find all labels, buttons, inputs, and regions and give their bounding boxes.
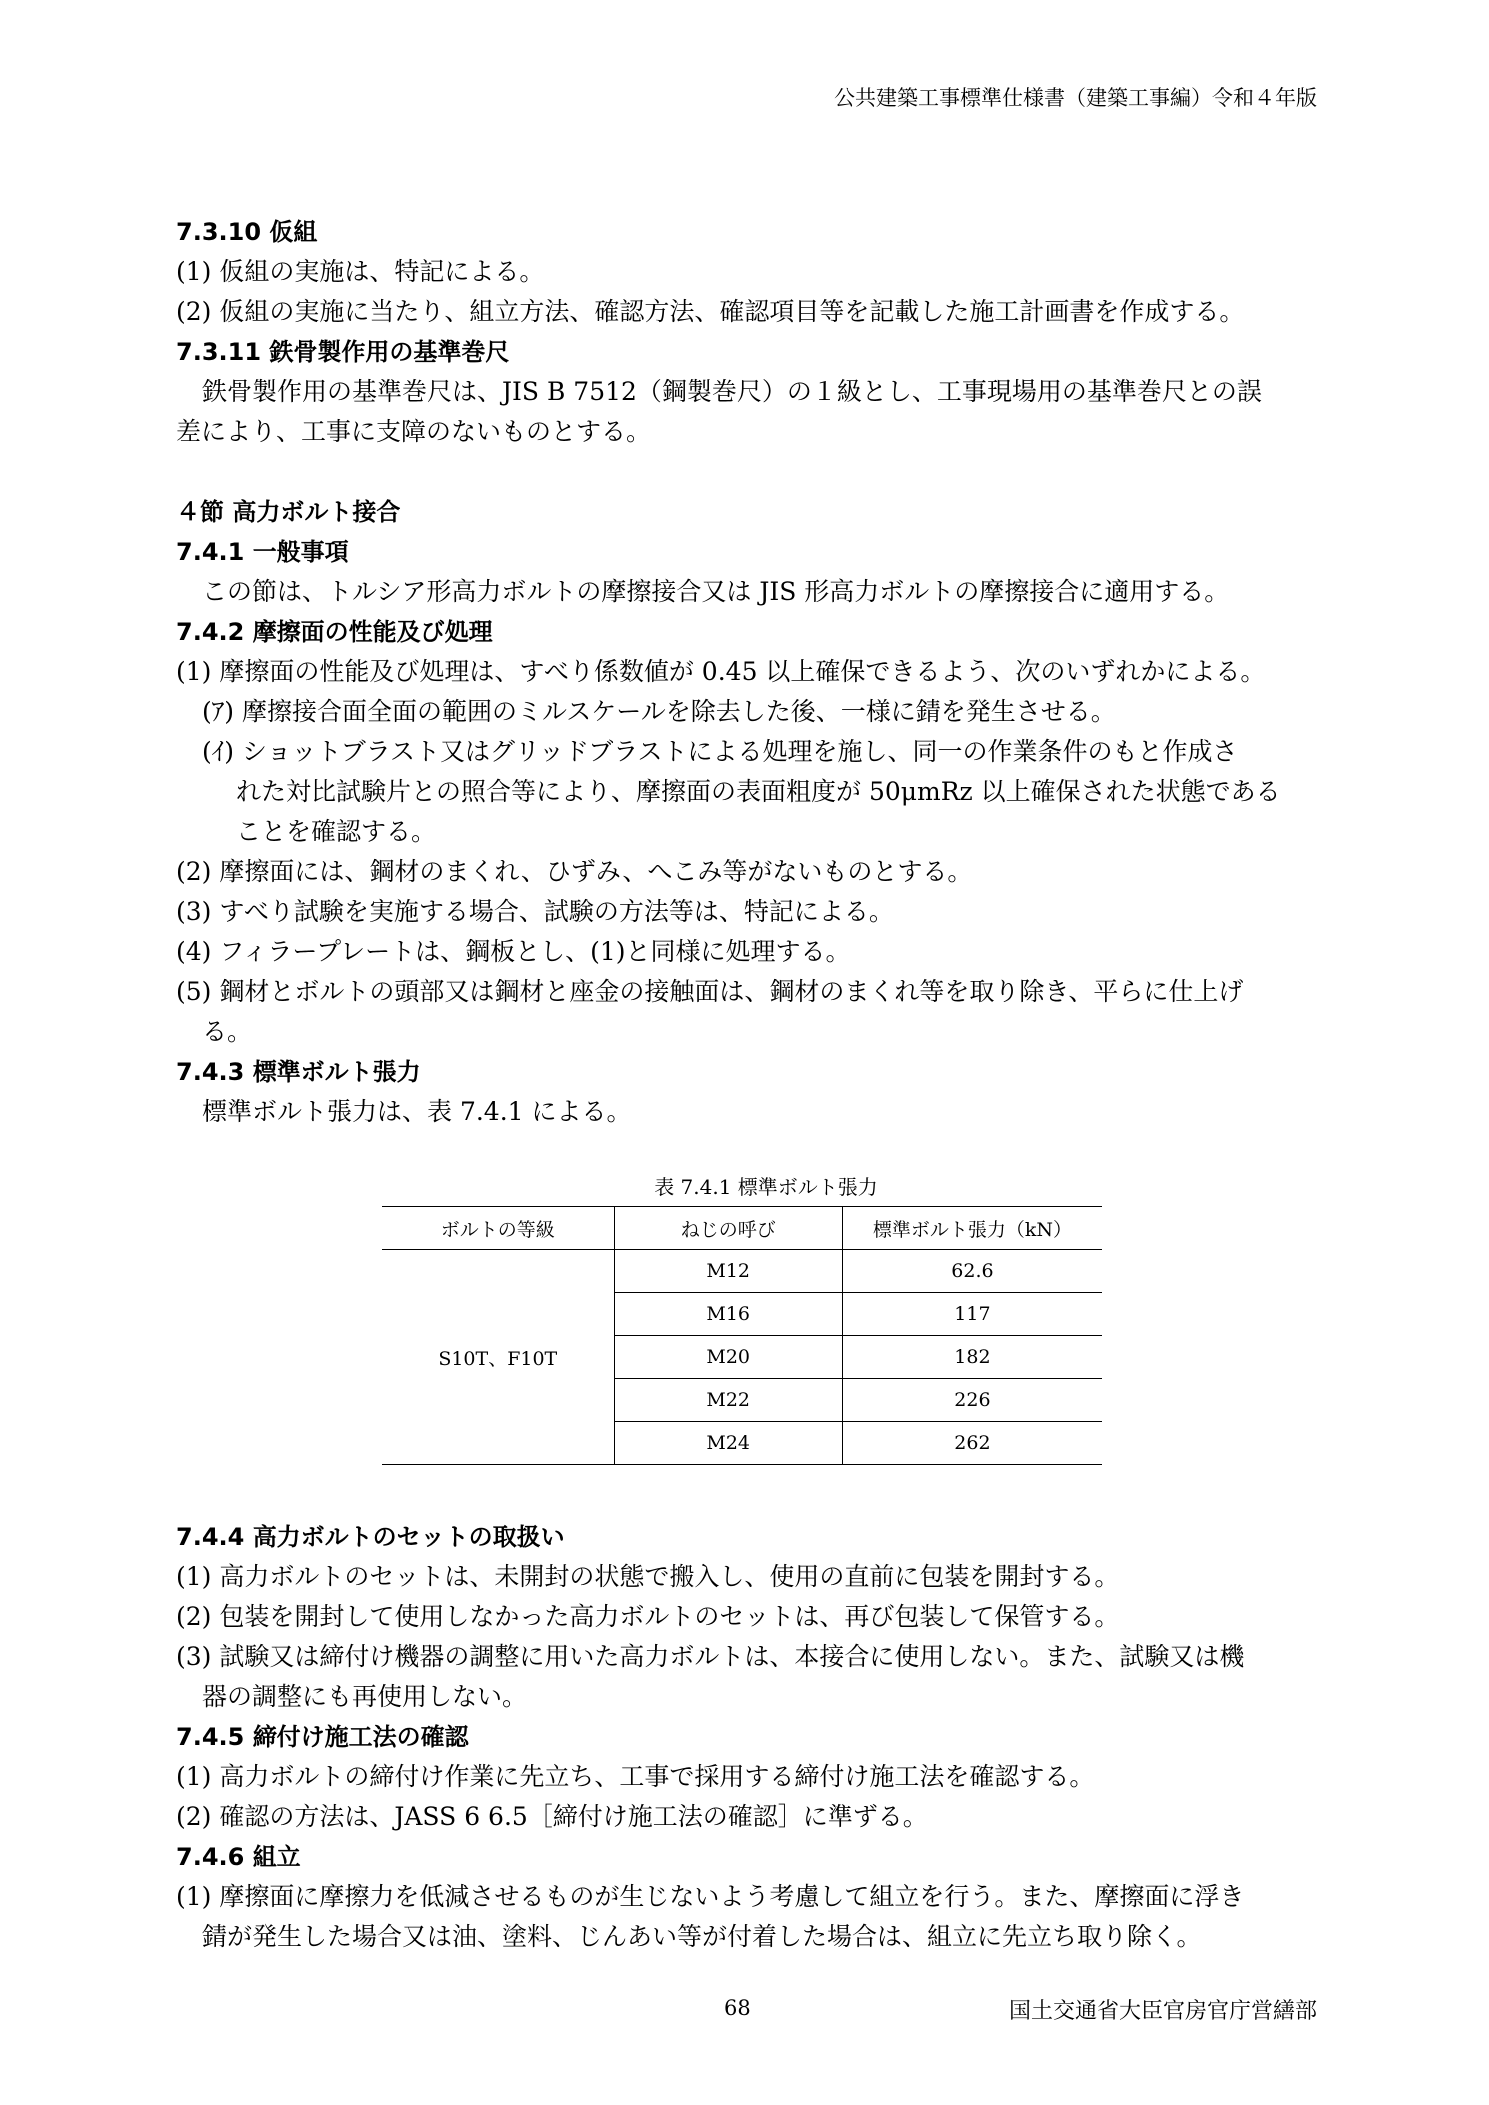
list-item: (5) 鋼材とボルトの頭部又は鋼材と座金の接触面は、鋼材のまくれ等を取り除き、平らに仕上げ bbox=[176, 977, 1244, 1006]
tension-cell: 182 bbox=[842, 1336, 1102, 1379]
column-header: ねじの呼び bbox=[614, 1207, 842, 1250]
section-heading-7-4-4: 7.4.4 高力ボルトのセットの取扱い bbox=[176, 1523, 565, 1551]
column-header: ボルトの等級 bbox=[382, 1207, 614, 1250]
list-item: (3) すべり試験を実施する場合、試験の方法等は、特記による。 bbox=[176, 897, 894, 926]
list-item: (4) フィラープレートは、鋼板とし、(1)と同様に処理する。 bbox=[176, 937, 851, 966]
paragraph: (2) 仮組の実施に当たり、組立方法、確認方法、確認項目等を記載した施工計画書を作成する。 bbox=[176, 297, 1245, 326]
section-heading-7-4-3: 7.4.3 標準ボルト張力 bbox=[176, 1058, 421, 1086]
paragraph: 差により、工事に支障のないものとする。 bbox=[176, 417, 652, 446]
section-heading-7-4-2: 7.4.2 摩擦面の性能及び処理 bbox=[176, 618, 493, 646]
sub-list-item: (ｲ) ショットブラスト又はグリッドブラストによる処理を施し、同一の作業条件のもと作成さ bbox=[202, 737, 1238, 766]
bolt-grade-cell: S10T、F10T bbox=[382, 1250, 614, 1465]
section-heading-7-4-5: 7.4.5 締付け施工法の確認 bbox=[176, 1723, 469, 1751]
thread-size-cell: M22 bbox=[614, 1379, 842, 1422]
list-item: (2) 確認の方法は、JASS 6 6.5［締付け施工法の確認］に準ずる。 bbox=[176, 1802, 928, 1831]
list-item-cont: 錆が発生した場合又は油、塗料、じんあい等が付着した場合は、組立に先立ち取り除く。 bbox=[202, 1922, 1202, 1951]
running-header: 公共建築工事標準仕様書（建築工事編）令和４年版 bbox=[834, 86, 1317, 110]
list-item: (2) 摩擦面には、鋼材のまくれ、ひずみ、へこみ等がないものとする。 bbox=[176, 857, 973, 886]
section-heading-7-4-1: 7.4.1 一般事項 bbox=[176, 538, 349, 566]
list-item: (1) 摩擦面の性能及び処理は、すべり係数値が 0.45 以上確保できるよう、次のいずれかによる。 bbox=[176, 657, 1266, 686]
page-number: 68 bbox=[724, 1996, 751, 2020]
paragraph: 鉄骨製作用の基準巻尺は、JIS B 7512（鋼製巻尺）の１級とし、工事現場用の基準巻尺との誤 bbox=[202, 377, 1262, 406]
tension-cell: 62.6 bbox=[842, 1250, 1102, 1293]
publisher-footer: 国土交通省大臣官房官庁営繕部 bbox=[1008, 1999, 1317, 2024]
list-item: (1) 高力ボルトのセットは、未開封の状態で搬入し、使用の直前に包装を開封する。 bbox=[176, 1562, 1120, 1591]
list-item: (2) 包装を開封して使用しなかった高力ボルトのセットは、再び包装して保管する。 bbox=[176, 1602, 1120, 1631]
sub-list-item-cont: ことを確認する。 bbox=[236, 817, 437, 846]
paragraph: 標準ボルト張力は、表 7.4.1 による。 bbox=[202, 1097, 632, 1126]
table-header-row bbox=[382, 1207, 1102, 1250]
column-header: 標準ボルト張力（kN） bbox=[842, 1207, 1102, 1250]
tension-cell: 262 bbox=[842, 1422, 1102, 1465]
bolt-tension-table bbox=[382, 1206, 1102, 1465]
list-item: (3) 試験又は締付け機器の調整に用いた高力ボルトは、本接合に使用しない。また、試験又は機 bbox=[176, 1642, 1245, 1671]
thread-size-cell: M24 bbox=[614, 1422, 842, 1465]
tension-cell: 117 bbox=[842, 1293, 1102, 1336]
thread-size-cell: M12 bbox=[614, 1250, 842, 1293]
section-heading-7-3-11: 7.3.11 鉄骨製作用の基準巻尺 bbox=[176, 338, 510, 366]
thread-size-cell: M20 bbox=[614, 1336, 842, 1379]
chapter-section-heading: ４節 高力ボルト接合 bbox=[176, 498, 401, 526]
list-item: (1) 摩擦面に摩擦力を低減させるものが生じないよう考慮して組立を行う。また、摩擦面に浮き bbox=[176, 1882, 1245, 1911]
sub-list-item: (ｱ) 摩擦接合面全面の範囲のミルスケールを除去した後、一様に錆を発生させる。 bbox=[202, 697, 1116, 726]
paragraph: この節は、トルシア形高力ボルトの摩擦接合又は JIS 形高力ボルトの摩擦接合に適用する。 bbox=[202, 577, 1230, 606]
thread-size-cell: M16 bbox=[614, 1293, 842, 1336]
tension-cell: 226 bbox=[842, 1379, 1102, 1422]
paragraph: (1) 仮組の実施は、特記による。 bbox=[176, 257, 545, 286]
table-caption: 表 7.4.1 標準ボルト張力 bbox=[654, 1175, 878, 1199]
section-heading-7-3-10: 7.3.10 仮組 bbox=[176, 218, 318, 246]
section-heading-7-4-6: 7.4.6 組立 bbox=[176, 1843, 301, 1871]
table-row bbox=[382, 1250, 1102, 1293]
list-item: (1) 高力ボルトの締付け作業に先立ち、工事で採用する締付け施工法を確認する。 bbox=[176, 1762, 1095, 1791]
list-item-cont: る。 bbox=[202, 1017, 253, 1046]
list-item-cont: 器の調整にも再使用しない。 bbox=[202, 1682, 528, 1711]
page-body bbox=[176, 212, 1316, 1957]
sub-list-item-cont: れた対比試験片との照合等により、摩擦面の表面粗度が 50μmRz 以上確保された状態である bbox=[236, 777, 1281, 806]
